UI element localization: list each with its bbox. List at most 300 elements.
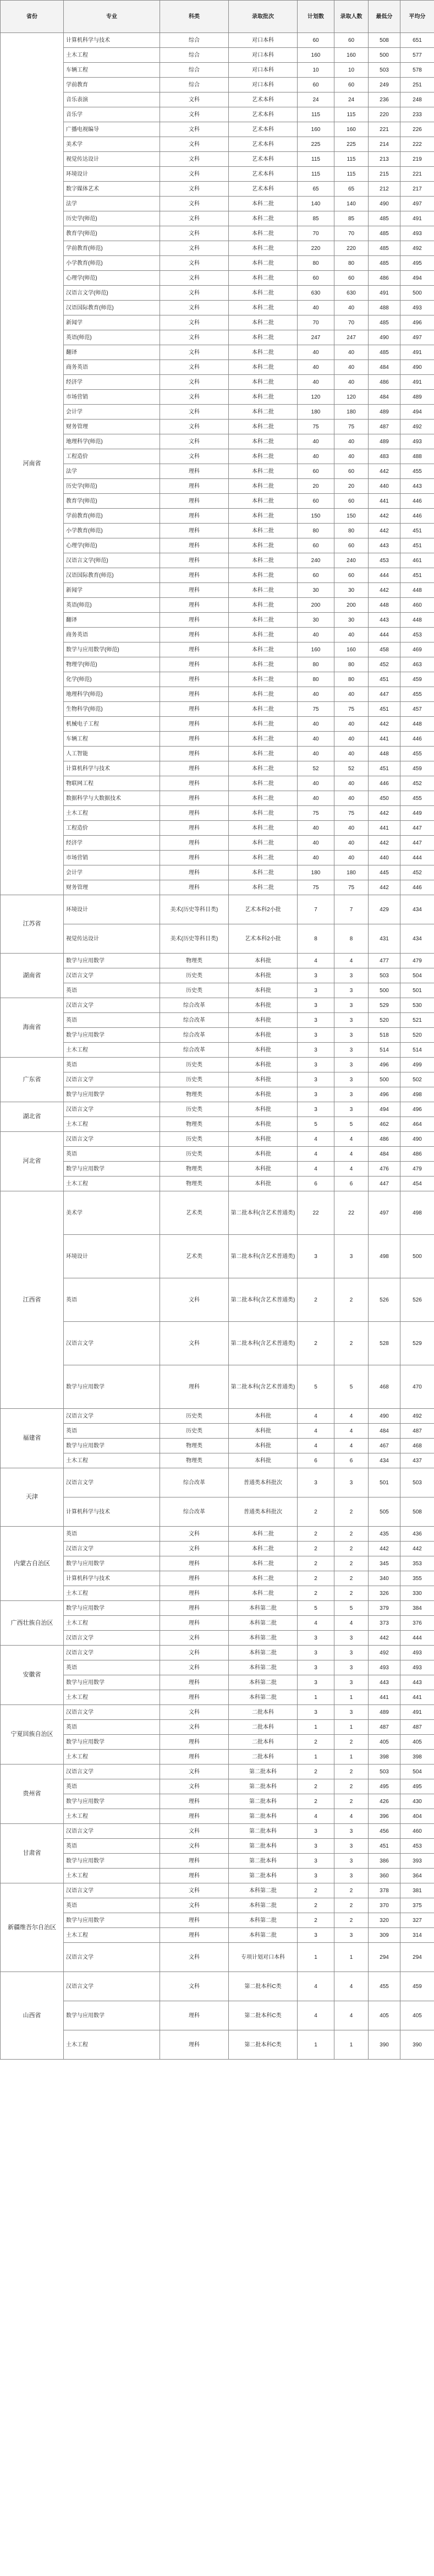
batch-cell: 本科批 (229, 954, 298, 968)
min-score-cell: 520 (369, 1013, 400, 1028)
table-row (1, 1913, 434, 1928)
major-cell: 美术学 (64, 137, 160, 152)
batch-cell: 本科二批 (229, 628, 298, 642)
table-row (1, 1542, 434, 1556)
category-cell: 理科 (160, 464, 229, 479)
min-score-cell: 447 (369, 687, 400, 702)
table-row (1, 702, 434, 717)
category-cell: 文科 (160, 1705, 229, 1720)
plan-count-cell: 60 (298, 494, 334, 509)
major-cell: 土木工程 (64, 1453, 160, 1468)
plan-count-cell: 75 (298, 420, 334, 434)
min-score-cell: 498 (369, 1235, 400, 1278)
batch-cell: 艺术本科 (229, 137, 298, 152)
table-row (1, 1616, 434, 1631)
major-cell: 汉语国际教育(师范) (64, 568, 160, 583)
min-score-cell: 490 (369, 330, 400, 345)
category-cell: 文科 (160, 1779, 229, 1794)
plan-count-cell: 40 (298, 717, 334, 732)
admitted-count-cell: 75 (334, 702, 369, 717)
category-cell: 文科 (160, 226, 229, 241)
major-cell: 车辆工程 (64, 63, 160, 78)
table-row (1, 464, 434, 479)
table-row (1, 420, 434, 434)
plan-count-cell: 3 (298, 1869, 334, 1883)
plan-count-cell: 4 (298, 1147, 334, 1162)
major-cell: 会计学 (64, 865, 160, 880)
table-row (1, 1043, 434, 1058)
category-cell: 理科 (160, 1675, 229, 1690)
avg-score-cell: 459 (400, 672, 434, 687)
batch-cell: 本科第二批 (229, 1675, 298, 1690)
min-score-cell: 386 (369, 1854, 400, 1869)
batch-cell: 本科第二批 (229, 1883, 298, 1898)
min-score-cell: 441 (369, 1690, 400, 1705)
avg-score-cell: 495 (400, 1779, 434, 1794)
table-row (1, 301, 434, 315)
major-cell: 物理学(师范) (64, 657, 160, 672)
plan-count-cell: 1 (298, 1750, 334, 1764)
min-score-cell: 443 (369, 613, 400, 628)
admitted-count-cell: 1 (334, 1720, 369, 1735)
table-row (1, 360, 434, 375)
batch-cell: 本科二批 (229, 761, 298, 776)
batch-cell: 本科二批 (229, 806, 298, 821)
table-row (1, 1439, 434, 1453)
plan-count-cell: 4 (298, 2001, 334, 2030)
plan-count-cell: 40 (298, 791, 334, 806)
admitted-count-cell: 24 (334, 92, 369, 107)
min-score-cell: 442 (369, 1542, 400, 1556)
major-cell: 广播电视编导 (64, 122, 160, 137)
min-score-cell: 450 (369, 791, 400, 806)
header-avg-score: 平均分 (400, 1, 434, 33)
table-row (1, 1102, 434, 1117)
table-row (1, 613, 434, 628)
avg-score-cell: 248 (400, 92, 434, 107)
avg-score-cell: 446 (400, 494, 434, 509)
admitted-count-cell: 40 (334, 851, 369, 865)
plan-count-cell: 40 (298, 836, 334, 851)
table-row (1, 1527, 434, 1542)
category-cell: 理科 (160, 836, 229, 851)
category-cell: 文科 (160, 241, 229, 256)
min-score-cell: 444 (369, 568, 400, 583)
table-row (1, 197, 434, 211)
avg-score-cell: 497 (400, 197, 434, 211)
category-cell: 文科 (160, 1764, 229, 1779)
min-score-cell: 451 (369, 1839, 400, 1854)
avg-score-cell: 493 (400, 434, 434, 449)
major-cell: 小学教育(师范) (64, 524, 160, 538)
min-score-cell: 490 (369, 197, 400, 211)
avg-score-cell: 490 (400, 360, 434, 375)
batch-cell: 本科批 (229, 983, 298, 998)
admitted-count-cell: 3 (334, 1646, 369, 1660)
table-row (1, 1132, 434, 1147)
major-cell: 学前教育(师范) (64, 241, 160, 256)
category-cell: 历史类 (160, 1132, 229, 1147)
admitted-count-cell: 60 (334, 568, 369, 583)
min-score-cell: 458 (369, 642, 400, 657)
category-cell: 文科 (160, 1972, 229, 2001)
major-cell: 环境设计 (64, 1235, 160, 1278)
table-row (1, 1453, 434, 1468)
major-cell: 数学与应用数学 (64, 1601, 160, 1616)
admitted-count-cell: 4 (334, 954, 369, 968)
plan-count-cell: 4 (298, 1616, 334, 1631)
table-row (1, 33, 434, 48)
plan-count-cell: 120 (298, 390, 334, 405)
plan-count-cell: 4 (298, 954, 334, 968)
avg-score-cell: 443 (400, 479, 434, 494)
table-row (1, 1809, 434, 1824)
table-row (1, 1556, 434, 1571)
batch-cell: 本科二批 (229, 449, 298, 464)
avg-score-cell: 499 (400, 1058, 434, 1072)
major-cell: 英语 (64, 1058, 160, 1072)
category-cell: 理科 (160, 880, 229, 895)
admitted-count-cell: 40 (334, 360, 369, 375)
province-cell: 江苏省 (1, 895, 64, 954)
province-cell: 江西省 (1, 1191, 64, 1409)
admitted-count-cell: 2 (334, 1883, 369, 1898)
table-row (1, 1690, 434, 1705)
plan-count-cell: 2 (298, 1497, 334, 1527)
category-cell: 历史类 (160, 1058, 229, 1072)
category-cell: 理科 (160, 821, 229, 836)
plan-count-cell: 2 (298, 1913, 334, 1928)
plan-count-cell: 240 (298, 553, 334, 568)
plan-count-cell: 3 (298, 1854, 334, 1869)
major-cell: 商务英语 (64, 360, 160, 375)
major-cell: 工程造价 (64, 449, 160, 464)
batch-cell: 本科二批 (229, 479, 298, 494)
batch-cell: 本科二批 (229, 1542, 298, 1556)
category-cell: 综合 (160, 63, 229, 78)
admitted-count-cell: 4 (334, 1409, 369, 1424)
avg-score-cell: 497 (400, 330, 434, 345)
plan-count-cell: 180 (298, 865, 334, 880)
table-row (1, 1720, 434, 1735)
province-cell: 安徽省 (1, 1646, 64, 1705)
table-row (1, 390, 434, 405)
min-score-cell: 487 (369, 420, 400, 434)
avg-score-cell: 488 (400, 449, 434, 464)
table-row (1, 524, 434, 538)
avg-score-cell: 390 (400, 2030, 434, 2060)
min-score-cell: 442 (369, 583, 400, 598)
category-cell: 理科 (160, 613, 229, 628)
batch-cell: 本科二批 (229, 405, 298, 420)
avg-score-cell: 219 (400, 152, 434, 167)
admitted-count-cell: 4 (334, 2001, 369, 2030)
header-admitted-count: 录取人数 (334, 1, 369, 33)
min-score-cell: 485 (369, 241, 400, 256)
category-cell: 理科 (160, 1735, 229, 1750)
min-score-cell: 501 (369, 1468, 400, 1497)
major-cell: 土木工程 (64, 1690, 160, 1705)
major-cell: 数学与应用数学 (64, 1556, 160, 1571)
plan-count-cell: 4 (298, 1162, 334, 1177)
min-score-cell: 441 (369, 732, 400, 747)
batch-cell: 本科二批 (229, 509, 298, 524)
min-score-cell: 485 (369, 315, 400, 330)
batch-cell: 本科二批 (229, 642, 298, 657)
plan-count-cell: 20 (298, 479, 334, 494)
table-row (1, 968, 434, 983)
batch-cell: 本科二批 (229, 345, 298, 360)
min-score-cell: 379 (369, 1601, 400, 1616)
admitted-count-cell: 10 (334, 63, 369, 78)
major-cell: 美术学 (64, 1191, 160, 1235)
major-cell: 教育学(师范) (64, 226, 160, 241)
major-cell: 数学与应用数学 (64, 2001, 160, 2030)
category-cell: 理科 (160, 509, 229, 524)
batch-cell: 本科二批 (229, 524, 298, 538)
batch-cell: 艺术本科 (229, 92, 298, 107)
major-cell: 音乐表演 (64, 92, 160, 107)
major-cell: 汉语言文学 (64, 1542, 160, 1556)
major-cell: 土木工程 (64, 1616, 160, 1631)
avg-score-cell: 455 (400, 791, 434, 806)
plan-count-cell: 2 (298, 1779, 334, 1794)
admitted-count-cell: 22 (334, 1191, 369, 1235)
plan-count-cell: 60 (298, 538, 334, 553)
table-row (1, 1013, 434, 1028)
admitted-count-cell: 2 (334, 1497, 369, 1527)
min-score-cell: 398 (369, 1750, 400, 1764)
admitted-count-cell: 180 (334, 865, 369, 880)
category-cell: 文科 (160, 256, 229, 271)
plan-count-cell: 4 (298, 1809, 334, 1824)
table-row (1, 256, 434, 271)
min-score-cell: 486 (369, 271, 400, 286)
batch-cell: 本科批 (229, 968, 298, 983)
category-cell: 历史类 (160, 1147, 229, 1162)
province-cell: 福建省 (1, 1409, 64, 1468)
min-score-cell: 496 (369, 1058, 400, 1072)
batch-cell: 本科批 (229, 1453, 298, 1468)
major-cell: 数字媒体艺术 (64, 182, 160, 197)
admitted-count-cell: 60 (334, 538, 369, 553)
major-cell: 人工智能 (64, 747, 160, 761)
admitted-count-cell: 6 (334, 1177, 369, 1191)
table-row (1, 1898, 434, 1913)
avg-score-cell: 451 (400, 524, 434, 538)
major-cell: 数学与应用数学 (64, 1028, 160, 1043)
plan-count-cell: 3 (298, 983, 334, 998)
batch-cell: 本科二批 (229, 1527, 298, 1542)
major-cell: 土木工程 (64, 1117, 160, 1132)
avg-score-cell: 468 (400, 1439, 434, 1453)
header-row (1, 1, 434, 33)
admitted-count-cell: 3 (334, 1675, 369, 1690)
plan-count-cell: 140 (298, 197, 334, 211)
admitted-count-cell: 4 (334, 1972, 369, 2001)
admitted-count-cell: 40 (334, 747, 369, 761)
category-cell: 综合改革 (160, 998, 229, 1013)
min-score-cell: 452 (369, 657, 400, 672)
admitted-count-cell: 52 (334, 761, 369, 776)
category-cell: 文科 (160, 1720, 229, 1735)
table-row (1, 48, 434, 63)
plan-count-cell: 3 (298, 968, 334, 983)
batch-cell: 对口本科 (229, 33, 298, 48)
table-row (1, 479, 434, 494)
avg-score-cell: 364 (400, 1869, 434, 1883)
table-row (1, 1869, 434, 1883)
min-score-cell: 453 (369, 553, 400, 568)
avg-score-cell: 437 (400, 1453, 434, 1468)
category-cell: 综合改革 (160, 1028, 229, 1043)
table-row (1, 761, 434, 776)
avg-score-cell: 448 (400, 583, 434, 598)
admitted-count-cell: 120 (334, 390, 369, 405)
min-score-cell: 443 (369, 1675, 400, 1690)
min-score-cell: 448 (369, 747, 400, 761)
admitted-count-cell: 160 (334, 122, 369, 137)
category-cell: 理科 (160, 687, 229, 702)
table-row (1, 954, 434, 968)
table-row (1, 538, 434, 553)
plan-count-cell: 30 (298, 583, 334, 598)
major-cell: 工程造价 (64, 821, 160, 836)
batch-cell: 本科第二批 (229, 1616, 298, 1631)
admitted-count-cell: 4 (334, 1616, 369, 1631)
plan-count-cell: 40 (298, 628, 334, 642)
major-cell: 土木工程 (64, 1043, 160, 1058)
category-cell: 艺术类 (160, 1235, 229, 1278)
batch-cell: 第二批本科 (229, 1839, 298, 1854)
min-score-cell: 213 (369, 152, 400, 167)
plan-count-cell: 85 (298, 211, 334, 226)
batch-cell: 本科二批 (229, 865, 298, 880)
table-row (1, 1235, 434, 1278)
batch-cell: 本科二批 (229, 464, 298, 479)
batch-cell: 本科批 (229, 1424, 298, 1439)
min-score-cell: 456 (369, 1824, 400, 1839)
plan-count-cell: 115 (298, 107, 334, 122)
batch-cell: 艺术本科 (229, 152, 298, 167)
avg-score-cell: 502 (400, 1072, 434, 1087)
batch-cell: 本科二批 (229, 211, 298, 226)
category-cell: 理科 (160, 851, 229, 865)
table-row (1, 1779, 434, 1794)
admitted-count-cell: 1 (334, 1943, 369, 1972)
plan-count-cell: 40 (298, 747, 334, 761)
table-row (1, 1883, 434, 1898)
min-score-cell: 451 (369, 761, 400, 776)
admitted-count-cell: 1 (334, 2030, 369, 2060)
batch-cell: 本科二批 (229, 494, 298, 509)
avg-score-cell: 430 (400, 1794, 434, 1809)
major-cell: 汉语言文学 (64, 968, 160, 983)
plan-count-cell: 65 (298, 182, 334, 197)
major-cell: 英语 (64, 1779, 160, 1794)
batch-cell: 本科二批 (229, 851, 298, 865)
avg-score-cell: 447 (400, 821, 434, 836)
avg-score-cell: 381 (400, 1883, 434, 1898)
avg-score-cell: 498 (400, 1087, 434, 1102)
category-cell: 理科 (160, 2001, 229, 2030)
batch-cell: 本科二批 (229, 1556, 298, 1571)
province-cell: 湖北省 (1, 1102, 64, 1132)
avg-score-cell: 491 (400, 1705, 434, 1720)
admitted-count-cell: 3 (334, 1839, 369, 1854)
major-cell: 土木工程 (64, 1928, 160, 1943)
min-score-cell: 528 (369, 1322, 400, 1365)
major-cell: 机械电子工程 (64, 717, 160, 732)
table-row (1, 1705, 434, 1720)
category-cell: 理科 (160, 1809, 229, 1824)
plan-count-cell: 3 (298, 1087, 334, 1102)
category-cell: 理科 (160, 1869, 229, 1883)
major-cell: 汉语言文学 (64, 1409, 160, 1424)
admitted-count-cell: 1 (334, 1690, 369, 1705)
table-row (1, 895, 434, 924)
plan-count-cell: 40 (298, 776, 334, 791)
min-score-cell: 468 (369, 1365, 400, 1409)
major-cell: 土木工程 (64, 1177, 160, 1191)
table-row (1, 806, 434, 821)
table-row (1, 226, 434, 241)
table-row (1, 494, 434, 509)
plan-count-cell: 3 (298, 1468, 334, 1497)
table-row (1, 1854, 434, 1869)
admitted-count-cell: 40 (334, 345, 369, 360)
batch-cell: 本科二批 (229, 553, 298, 568)
province-cell: 山西省 (1, 1972, 64, 2060)
admitted-count-cell: 247 (334, 330, 369, 345)
admitted-count-cell: 2 (334, 1913, 369, 1928)
min-score-cell: 214 (369, 137, 400, 152)
min-score-cell: 390 (369, 2030, 400, 2060)
table-row (1, 152, 434, 167)
header-major: 专业 (64, 1, 160, 33)
plan-count-cell: 3 (298, 1102, 334, 1117)
admitted-count-cell: 2 (334, 1794, 369, 1809)
plan-count-cell: 3 (298, 1013, 334, 1028)
admitted-count-cell: 150 (334, 509, 369, 524)
avg-score-cell: 434 (400, 895, 434, 924)
major-cell: 数据科学与大数据技术 (64, 791, 160, 806)
avg-score-cell: 376 (400, 1616, 434, 1631)
avg-score-cell: 454 (400, 1177, 434, 1191)
table-row (1, 865, 434, 880)
avg-score-cell: 578 (400, 63, 434, 78)
min-score-cell: 493 (369, 1660, 400, 1675)
major-cell: 物联网工程 (64, 776, 160, 791)
admitted-count-cell: 3 (334, 1824, 369, 1839)
batch-cell: 本科二批 (229, 687, 298, 702)
admitted-count-cell: 220 (334, 241, 369, 256)
table-row (1, 1571, 434, 1586)
admitted-count-cell: 3 (334, 1072, 369, 1087)
table-row (1, 405, 434, 420)
plan-count-cell: 75 (298, 806, 334, 821)
batch-cell: 本科批 (229, 998, 298, 1013)
category-cell: 理科 (160, 568, 229, 583)
table-row (1, 167, 434, 182)
category-cell: 理科 (160, 1365, 229, 1409)
min-score-cell: 503 (369, 1764, 400, 1779)
admitted-count-cell: 40 (334, 791, 369, 806)
plan-count-cell: 10 (298, 63, 334, 78)
min-score-cell: 503 (369, 968, 400, 983)
min-score-cell: 446 (369, 776, 400, 791)
table-row (1, 137, 434, 152)
